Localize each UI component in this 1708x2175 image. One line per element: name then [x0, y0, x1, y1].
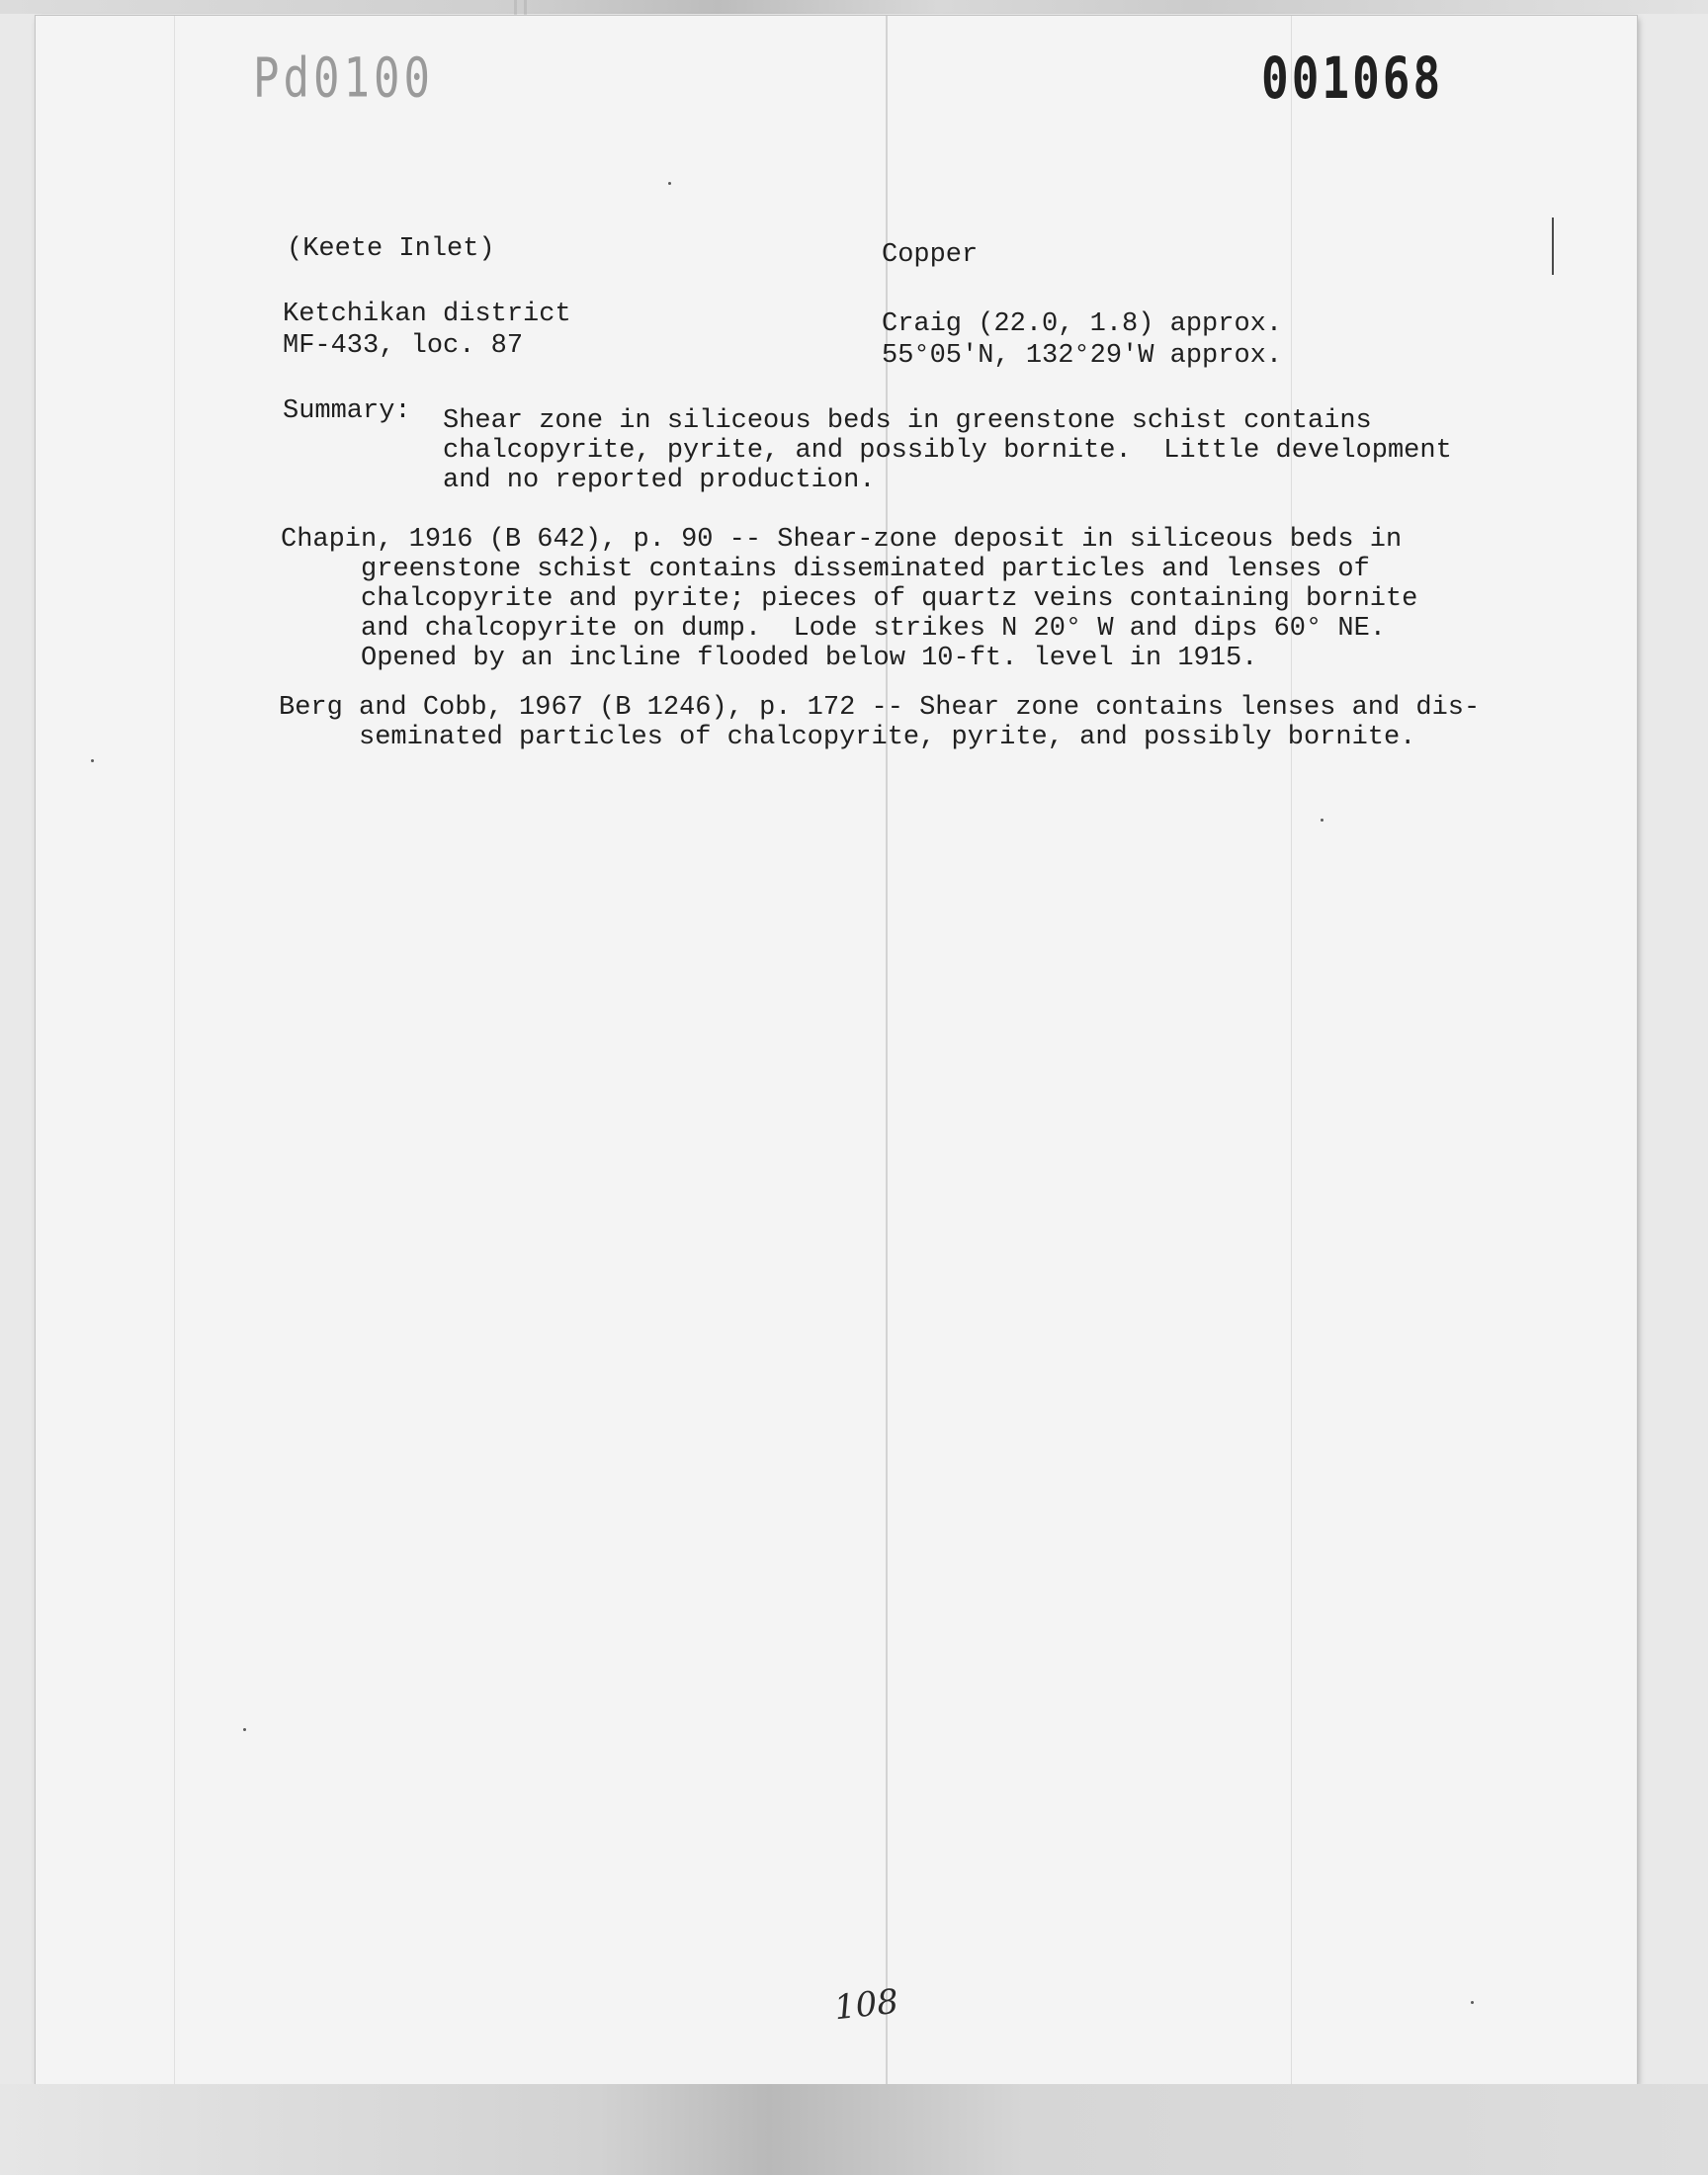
margin-mark [1552, 218, 1554, 275]
scan-border-top [0, 0, 1708, 14]
page-crease [1291, 16, 1292, 2084]
occurrence-name: (Keete Inlet) [287, 234, 495, 264]
summary-line: chalcopyrite, pyrite, and possibly bornite. Little development [443, 436, 1452, 466]
summary-line: and no reported production. [443, 466, 876, 495]
summary-label: Summary: [283, 396, 411, 426]
reference-line: Berg and Cobb, 1967 (B 1246), p. 172 -- Shear zone contains lenses and dis- [279, 693, 1481, 723]
scan-speck [91, 759, 94, 762]
file-stamp-left: Pd0100 [253, 46, 434, 111]
scan-speck [243, 1728, 246, 1731]
page-crease [174, 16, 175, 2084]
reference-line: greenstone schist contains disseminated particles and lenses of [281, 555, 1370, 584]
summary-line: Shear zone in siliceous beds in greenstone schist contains [443, 406, 1372, 436]
district: Ketchikan district [283, 300, 571, 329]
coordinates: 55°05'N, 132°29'W approx. [882, 341, 1283, 371]
scan-border-bottom [0, 2084, 1708, 2175]
scan-speck [668, 182, 671, 185]
reference-line: Chapin, 1916 (B 642), p. 90 -- Shear-zone deposit in siliceous beds in [281, 525, 1403, 555]
handwritten-page-number: 108 [832, 1981, 900, 2029]
scan-speck [1471, 2001, 1474, 2004]
quadrangle: Craig (22.0, 1.8) approx. [882, 309, 1283, 339]
map-reference: MF-433, loc. 87 [283, 331, 524, 361]
reference-line: and chalcopyrite on dump. Lode strikes N 20° W and dips 60° NE. [281, 614, 1386, 644]
scan-speck [1321, 819, 1324, 822]
commodity: Copper [882, 240, 979, 270]
reference-line: seminated particles of chalcopyrite, pyrite, and possibly bornite. [279, 723, 1416, 752]
reference-line: chalcopyrite and pyrite; pieces of quartz veins containing bornite [281, 584, 1418, 614]
file-stamp-right: 001068 [1261, 44, 1444, 112]
document-page [36, 16, 1637, 2084]
reference-line: Opened by an incline flooded below 10-ft. level in 1915. [281, 644, 1258, 673]
